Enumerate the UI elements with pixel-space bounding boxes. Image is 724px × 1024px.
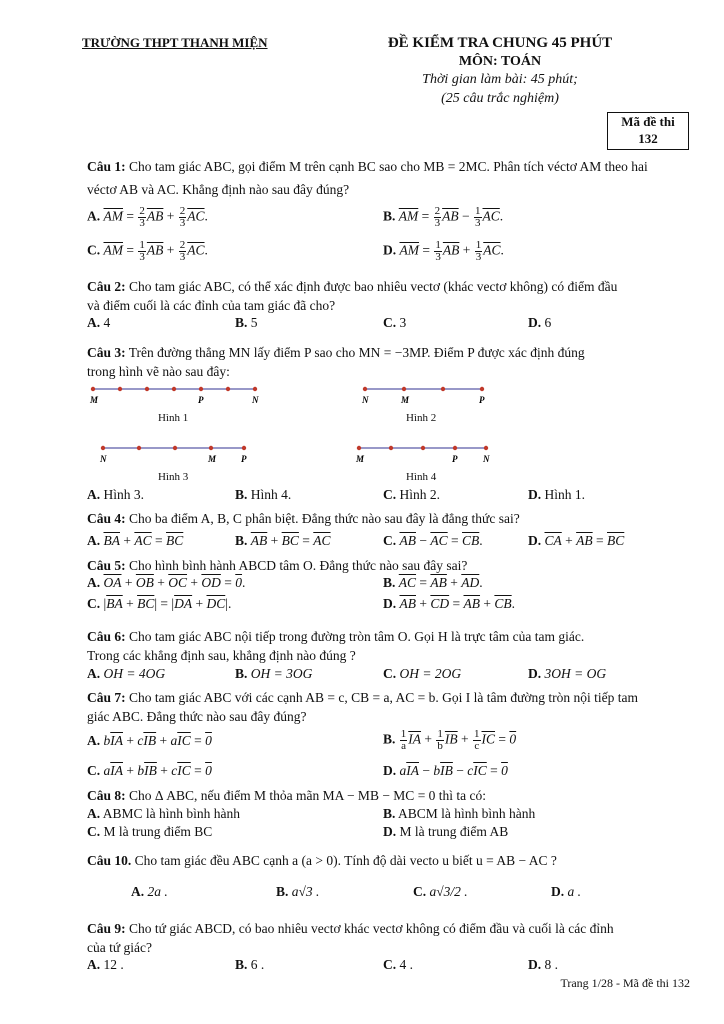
point-label: P: [241, 454, 247, 464]
question-text: của tứ giác?: [87, 940, 153, 955]
option-a[interactable]: A. $\overline{AM}$ = $\frac{2}{3}$ $\overline{AB}$ + $\frac{2}{3}$ $\overline{AC}$.: [87, 205, 208, 229]
option-text: 5: [250, 315, 258, 330]
option-key: A.: [87, 533, 101, 548]
question-text: giác ABC. Đẳng thức nào sau đây đúng?: [87, 709, 307, 724]
question-text: Cho tam giác ABC nội tiếp trong đường tròn tâm O. Gọi H là trực tâm của tam giác.: [129, 629, 585, 644]
option-a[interactable]: [87, 666, 165, 682]
option-key: B.: [235, 315, 248, 330]
question-3: [87, 343, 689, 362]
option-c[interactable]: [383, 487, 440, 503]
question-text: Trên đường thẳng MN lấy điểm P sao cho MN = −3MP. Điểm P được xác định đúng: [128, 345, 585, 360]
point-label: P: [452, 454, 458, 464]
figure-1: [90, 382, 260, 416]
question-label: Câu 2:: [87, 279, 126, 294]
question-text: Cho hình bình hành ABCD tâm O. Đẳng thức nào sau đây sai?: [129, 558, 468, 573]
question-7-line2: [87, 707, 689, 726]
option-c[interactable]: C. $|\overline{BA} + \overline{BC}| = |\overline{DA} + \overline{DC}|$.: [87, 596, 232, 611]
question-4: [87, 509, 689, 528]
option-text: M là trung điểm AB: [399, 824, 509, 839]
question-10: [87, 851, 689, 870]
option-text: 4 .: [399, 957, 413, 972]
option-b[interactable]: [235, 957, 264, 973]
question-3-options: [87, 487, 697, 507]
option-b[interactable]: [276, 884, 319, 900]
option-text: 6 .: [250, 957, 265, 972]
question-1-options-row2: [87, 240, 697, 268]
option-text: OH = 3OG: [250, 666, 313, 681]
option-b[interactable]: B. $\overline{AC} = \overline{AB} + \overline{AD}$.: [383, 575, 483, 590]
question-2-options: [87, 315, 697, 335]
option-text: 3: [399, 315, 407, 330]
point-label: N: [252, 395, 259, 405]
option-key: C.: [383, 315, 397, 330]
option-key: C.: [87, 596, 101, 611]
question-7-options-row2: [87, 763, 697, 783]
question-6-line2: [87, 646, 689, 665]
subject: MÔN: TOÁN: [458, 54, 542, 69]
question-label: Câu 3:: [87, 345, 126, 360]
option-text: OH = 4OG: [103, 666, 166, 681]
option-text: a .: [567, 884, 581, 899]
option-c[interactable]: [383, 957, 413, 973]
question-7-options-row1: [87, 729, 697, 757]
option-key: A.: [87, 957, 101, 972]
option-key: A.: [87, 666, 101, 681]
option-b[interactable]: [383, 806, 535, 822]
option-c[interactable]: C. $\overline{AM}$ = $\frac{1}{3}$ $\overline{AB}$ + $\frac{2}{3}$ $\overline{AC}$.: [87, 239, 208, 263]
option-key: C.: [87, 824, 101, 839]
option-key: A.: [87, 315, 101, 330]
option-key: B.: [276, 884, 289, 899]
question-8-options-row2: [87, 824, 697, 844]
question-text: Cho tam giác đều ABC cạnh a (a > 0). Tính độ dài vecto u biết u = AB − AC ?: [134, 853, 557, 868]
option-d[interactable]: [383, 824, 508, 840]
point-label: N: [483, 454, 490, 464]
question-text: Trong các khẳng định sau, khẳng định nào đúng ?: [87, 648, 356, 663]
option-d[interactable]: [528, 957, 558, 973]
question-text: véctơ AB và AC. Khẳng định nào sau đây đúng?: [87, 182, 350, 197]
question-8-options-row1: [87, 806, 697, 826]
question-5-options-row1: [87, 575, 697, 595]
figure-3-caption: Hình 3: [158, 471, 189, 483]
question-2: [87, 277, 689, 296]
question-6-options: [87, 666, 697, 686]
exam-code-box: [607, 112, 689, 150]
question-text: Cho tam giác ABC, có thể xác định được bao nhiêu vectơ (khác vectơ không) có điểm đầu: [129, 279, 618, 294]
option-key: B.: [383, 806, 396, 821]
option-d[interactable]: [528, 666, 606, 682]
point-label: M: [356, 454, 365, 464]
option-key: C.: [383, 533, 397, 548]
option-b[interactable]: [235, 666, 312, 682]
option-a[interactable]: [87, 315, 110, 331]
option-a[interactable]: [87, 806, 240, 822]
option-key: D.: [383, 824, 397, 839]
question-10-options: [131, 884, 724, 904]
question-text: Cho ba điểm A, B, C phân biệt. Đẳng thức nào sau đây là đẳng thức sai?: [129, 511, 520, 526]
option-d[interactable]: [528, 315, 551, 331]
option-d[interactable]: D. $a\overline{IA} - b\overline{IB} - c\overline{IC} = 0$: [383, 763, 508, 778]
option-key: A.: [87, 208, 101, 224]
question-text: Cho tứ giác ABCD, có bao nhiêu vectơ khác vectơ không có điểm đầu và cuối là các đỉnh: [129, 921, 614, 936]
question-label: Câu 7:: [87, 690, 126, 705]
option-b[interactable]: B. $\overline{AB} + \overline{BC} = \overline{AC}$: [235, 533, 331, 548]
exam-time: Thời gian làm bài: 45 phút;: [422, 72, 578, 87]
question-3-line2: [87, 362, 689, 381]
question-label: Câu 10.: [87, 853, 132, 868]
exam-code-label: Mã đề thi: [621, 114, 675, 129]
question-5-options-row2: [87, 596, 697, 616]
option-c[interactable]: [383, 315, 406, 331]
option-text: 12 .: [103, 957, 124, 972]
option-text: a√3/2 .: [429, 884, 468, 899]
option-a[interactable]: [87, 487, 144, 503]
figure-4-line: [356, 441, 491, 471]
figure-3: [100, 441, 250, 475]
option-text: Hình 2.: [399, 487, 440, 502]
figure-1-line: [90, 382, 260, 412]
option-d[interactable]: D. $\overline{CA} + \overline{AB} = \overline{BC}$: [528, 533, 625, 548]
point-label: P: [198, 395, 204, 405]
point-label: M: [90, 395, 99, 405]
option-key: A.: [87, 806, 101, 821]
option-key: B.: [383, 208, 396, 224]
option-text: M là trung điểm BC: [103, 824, 213, 839]
option-key: B.: [235, 487, 248, 502]
question-4-options: [87, 533, 697, 553]
option-key: D.: [383, 763, 397, 778]
question-text: Cho tam giác ABC, gọi điểm M trên cạnh BC sao cho MB = 2MC. Phân tích véctơ AM theo hai: [129, 159, 648, 174]
option-c[interactable]: C. $\overline{AB} - \overline{AC} = \overline{CB}$.: [383, 533, 483, 548]
option-key: C.: [413, 884, 427, 899]
question-text: trong hình vẽ nào sau đây:: [87, 364, 230, 379]
page-footer: Trang 1/28 - Mã đề thi 132: [560, 976, 690, 990]
figure-3-line: [100, 441, 250, 471]
question-label: Câu 1:: [87, 159, 126, 174]
point-label: P: [479, 395, 485, 405]
option-key: A.: [87, 733, 101, 748]
question-1: [87, 157, 689, 176]
option-key: C.: [383, 957, 397, 972]
option-text: 4: [103, 315, 111, 330]
option-d[interactable]: [528, 487, 585, 503]
question-1-line2: [87, 180, 689, 199]
option-text: ABCM là hình bình hành: [398, 806, 536, 821]
option-key: C.: [383, 487, 397, 502]
option-a[interactable]: A. $\overline{OA} + \overline{OB} + \overline{OC} + \overline{OD} = 0$.: [87, 575, 246, 590]
question-8: [87, 786, 689, 805]
question-label: Câu 9:: [87, 921, 126, 936]
question-2-line2: [87, 296, 689, 315]
option-key: C.: [87, 242, 101, 258]
option-text: a√3 .: [291, 884, 320, 899]
figure-2: [362, 382, 487, 416]
option-text: 2a .: [147, 884, 168, 899]
option-key: D.: [383, 596, 397, 611]
option-key: A.: [87, 575, 101, 590]
option-text: Hình 3.: [103, 487, 144, 502]
option-text: 6: [544, 315, 552, 330]
option-key: B.: [235, 533, 248, 548]
question-label: Câu 6:: [87, 629, 126, 644]
point-label: N: [100, 454, 107, 464]
option-key: A.: [87, 487, 101, 502]
option-a[interactable]: A. $\overline{BA} + \overline{AC} = \overline{BC}$: [87, 533, 184, 548]
option-key: C.: [87, 763, 101, 778]
question-count: (25 câu trắc nghiệm): [441, 91, 559, 106]
option-a[interactable]: A. $b\overline{IA} + c\overline{IB} + a\overline{IC} = 0$: [87, 733, 212, 748]
option-text: OH = 2OG: [399, 666, 462, 681]
question-1-options-row1: [87, 206, 697, 234]
option-key: C.: [383, 666, 397, 681]
option-key: B.: [383, 731, 396, 747]
exam-title: ĐỀ KIỂM TRA CHUNG 45 PHÚT: [387, 35, 613, 51]
question-9-line2: [87, 938, 689, 957]
question-label: Câu 8:: [87, 788, 126, 803]
option-b[interactable]: [235, 487, 291, 503]
point-label: M: [208, 454, 217, 464]
option-key: B.: [383, 575, 396, 590]
question-6: [87, 627, 689, 646]
option-b[interactable]: B. $\frac{1}{a}$ $\overline{IA}$ + $\frac{1}{b}$ $\overline{IB}$ + $\frac{1}{c}$ $\overline{IC} = 0$: [383, 728, 517, 752]
option-c[interactable]: [413, 884, 468, 900]
figure-2-line: [362, 382, 487, 412]
exam-code-value: 132: [638, 131, 658, 146]
question-5: [87, 556, 689, 575]
option-d[interactable]: [551, 884, 581, 900]
option-text: 8 .: [544, 957, 558, 972]
option-key: D.: [528, 957, 542, 972]
option-c[interactable]: [87, 824, 212, 840]
option-key: D.: [383, 242, 397, 258]
option-text: ABMC là hình bình hành: [102, 806, 241, 821]
option-key: B.: [235, 666, 248, 681]
option-key: D.: [551, 884, 565, 899]
point-label: N: [362, 395, 369, 405]
option-b[interactable]: [235, 315, 258, 331]
point-label: M: [401, 395, 410, 405]
question-label: Câu 5:: [87, 558, 126, 573]
option-text: Hình 4.: [250, 487, 292, 502]
option-key: D.: [528, 315, 542, 330]
option-key: D.: [528, 533, 542, 548]
question-text: Cho tam giác ABC với các cạnh AB = c, CB = a, AC = b. Gọi I là tâm đường tròn nội tiếp tam: [129, 690, 639, 705]
figure-4: [356, 441, 491, 475]
option-c[interactable]: C. $a\overline{IA} + b\overline{IB} + c\overline{IC} = 0$: [87, 763, 212, 778]
figure-4-caption: Hình 4: [406, 471, 437, 483]
option-key: D.: [528, 666, 542, 681]
option-a[interactable]: [87, 957, 124, 973]
question-label: Câu 4:: [87, 511, 126, 526]
question-9: [87, 919, 689, 938]
option-key: B.: [235, 957, 248, 972]
question-7: [87, 688, 689, 707]
option-a[interactable]: [131, 884, 168, 900]
school-name: TRƯỜNG THPT THANH MIỆN: [82, 35, 268, 50]
option-d[interactable]: D. $\overline{AM}$ = $\frac{1}{3}$ $\overline{AB}$ + $\frac{1}{3}$ $\overline{AC}$.: [383, 239, 504, 263]
question-9-options: [87, 957, 697, 977]
option-key: A.: [131, 884, 145, 899]
question-text: và điểm cuối là các đỉnh của tam giác đã cho?: [87, 298, 336, 313]
option-key: D.: [528, 487, 542, 502]
option-c[interactable]: [383, 666, 461, 682]
figure-2-caption: Hình 2: [406, 412, 437, 424]
figure-1-caption: Hình 1: [158, 412, 189, 424]
option-text: Hình 1.: [544, 487, 585, 502]
question-text: Cho Δ ABC, nếu điểm M thỏa mãn MA − MB − MC = 0 thì ta có:: [129, 788, 487, 803]
option-b[interactable]: B. $\overline{AM}$ = $\frac{2}{3}$ $\overline{AB}$ − $\frac{1}{3}$ $\overline{AC}$.: [383, 205, 504, 229]
option-text: 3OH = OG: [544, 666, 607, 681]
option-d[interactable]: D. $\overline{AB} + \overline{CD} = \overline{AB} + \overline{CB}$.: [383, 596, 516, 611]
